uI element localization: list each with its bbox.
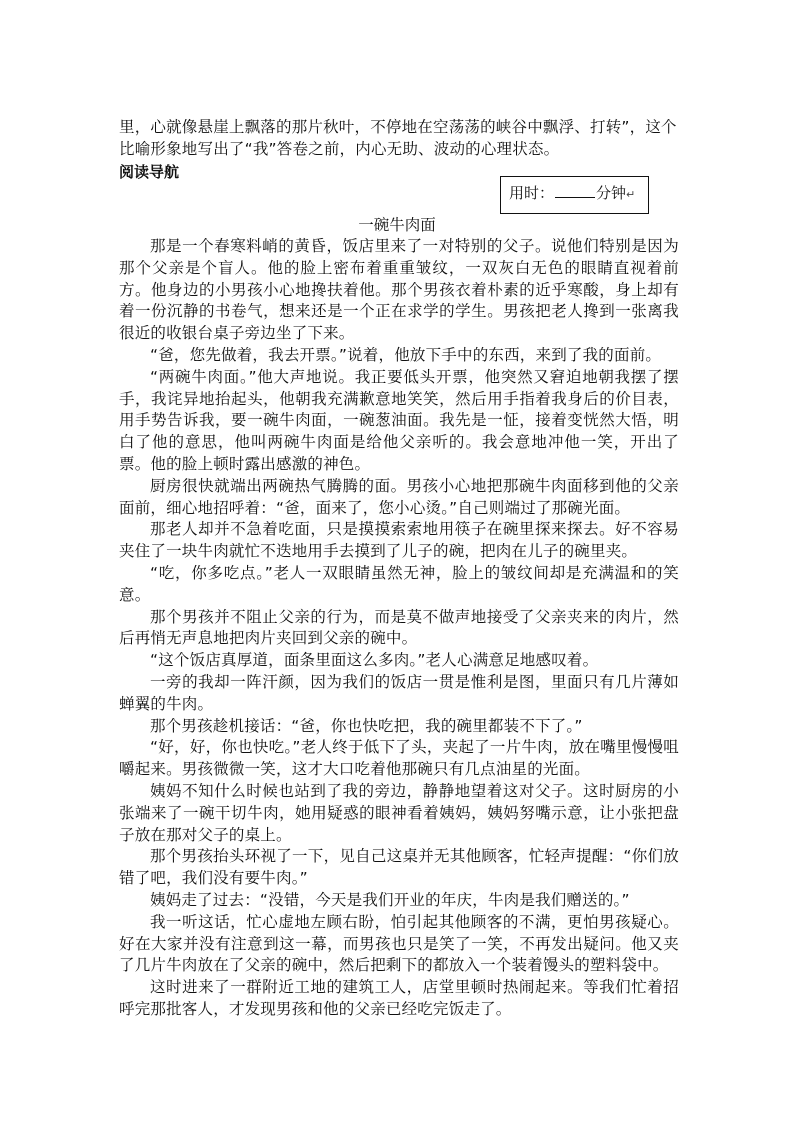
story-paragraph: 那个男孩并不阻止父亲的行为，而是莫不做声地接受了父亲夹来的肉片，然后再悄无声息地把肉片夹回到父亲的碗中。 <box>119 607 679 648</box>
story-paragraph: “这个饭店真厚道，面条里面这么多肉。”老人心满意足地感叹着。 <box>150 651 599 670</box>
story-body <box>119 236 679 1021</box>
story-paragraph: “爸，您先做着，我去开票。”说着，他放下手中的东西，来到了我的面前。 <box>150 345 662 364</box>
story-paragraph: 厨房很快就端出两碗热气腾腾的面。男孩小心地把那碗牛肉面移到他的父亲面前，细心地招呼着：“爸，面来了，您小心烫。”自己则端过了那碗光面。 <box>119 476 679 517</box>
timer-suffix: 分钟 <box>596 184 627 202</box>
story-paragraph: 那个男孩抬头环视了一下，见自己这桌并无其他顾客，忙轻声提醒：“你们放错了吧，我们没有要牛肉。” <box>119 847 679 888</box>
timer-prefix: 用时： <box>509 184 555 202</box>
story-paragraph: “吃，你多吃点。”老人一双眼睛虽然无神，脸上的皱纹间却是充满温和的笑意。 <box>119 563 679 604</box>
intro-paragraph: 里，心就像悬崖上飘落的那片秋叶，不停地在空荡荡的峡谷中飘浮、打转”，这个比喻形象地写出了“我”答卷之前，内心无助、波动的心理状态。 <box>119 118 677 158</box>
story-paragraph: 那老人却并不急着吃面，只是摸摸索索地用筷子在碗里探来探去。好不容易夹住了一块牛肉就忙不迭地用手去摸到了儿子的碗，把肉在儿子的碗里夹。 <box>119 520 679 561</box>
story-paragraph: 那个男孩趁机接话：“爸，你也快吃把，我的碗里都装不下了。” <box>150 716 583 735</box>
story-title: 一碗牛肉面 <box>358 216 436 234</box>
story-paragraph: 姨妈不知什么时候也站到了我的旁边，静静地望着这对父子。这时厨房的小张端来了一碗干切牛肉，她用疑惑的眼神看着姨妈，姨妈努嘴示意，让小张把盘子放在那对父子的桌上。 <box>119 781 679 844</box>
story-paragraph: 一旁的我却一阵汗颜，因为我们的饭店一贯是惟利是图，里面只有几片薄如蝉翼的牛肉。 <box>119 672 679 713</box>
story-paragraph: 姨妈走了过去：“没错，今天是我们开业的年庆，牛肉是我们赠送的。” <box>150 890 630 909</box>
story-paragraph: 那是一个春寒料峭的黄昏，饭店里来了一对特别的父子。说他们特别是因为那个父亲是个盲人。他的脸上密布着重重皱纹，一双灰白无色的眼睛直视着前方。他身边的小男孩小心地搀扶着他。那个男孩衣着朴素的近乎寒酸，身上却有着一份沉静的书卷气，想来还是一个正在求学的学生。男孩把老人搀到一张离我很近的收银台桌子旁边坐了下来。 <box>119 237 679 343</box>
reading-time-box <box>500 176 649 214</box>
story-paragraph: “两碗牛肉面。”他大声地说。我正要低头开票，他突然又窘迫地朝我摆了摆手，我诧异地抬起头，他朝我充满歉意地笑笑，然后用手指着我身后的价目表，用手势告诉我，要一碗牛肉面，一碗葱油面。我先是一怔，接着变恍然大悟，明白了他的意思，他叫两碗牛肉面是给他父亲听的。我会意地冲他一笑，开出了票。他的脸上顿时露出感激的神色。 <box>119 367 679 473</box>
return-mark-icon: ↵ <box>626 188 636 201</box>
story-paragraph: 我一听这话，忙心虚地左顾右盼，怕引起其他顾客的不满，更怕男孩疑心。好在大家并没有注意到这一幕，而男孩也只是笑了一笑，不再发出疑问。他又夹了几片牛肉放在了父亲的碗中，然后把剩下的都放入一个装着馒头的塑料袋中。 <box>119 912 679 975</box>
section-title: 阅读导航 <box>119 163 180 181</box>
timer-blank-field[interactable] <box>555 183 595 198</box>
story-paragraph: “好，好，你也快吃。”老人终于低下了头，夹起了一片牛肉，放在嘴里慢慢咀嚼起来。男孩微微一笑，这才大口吃着他那碗只有几点油星的光面。 <box>119 738 679 779</box>
story-paragraph: 这时进来了一群附近工地的建筑工人，店堂里顿时热闹起来。等我们忙着招呼完那批客人，才发现男孩和他的父亲已经吃完饭走了。 <box>119 978 679 1018</box>
